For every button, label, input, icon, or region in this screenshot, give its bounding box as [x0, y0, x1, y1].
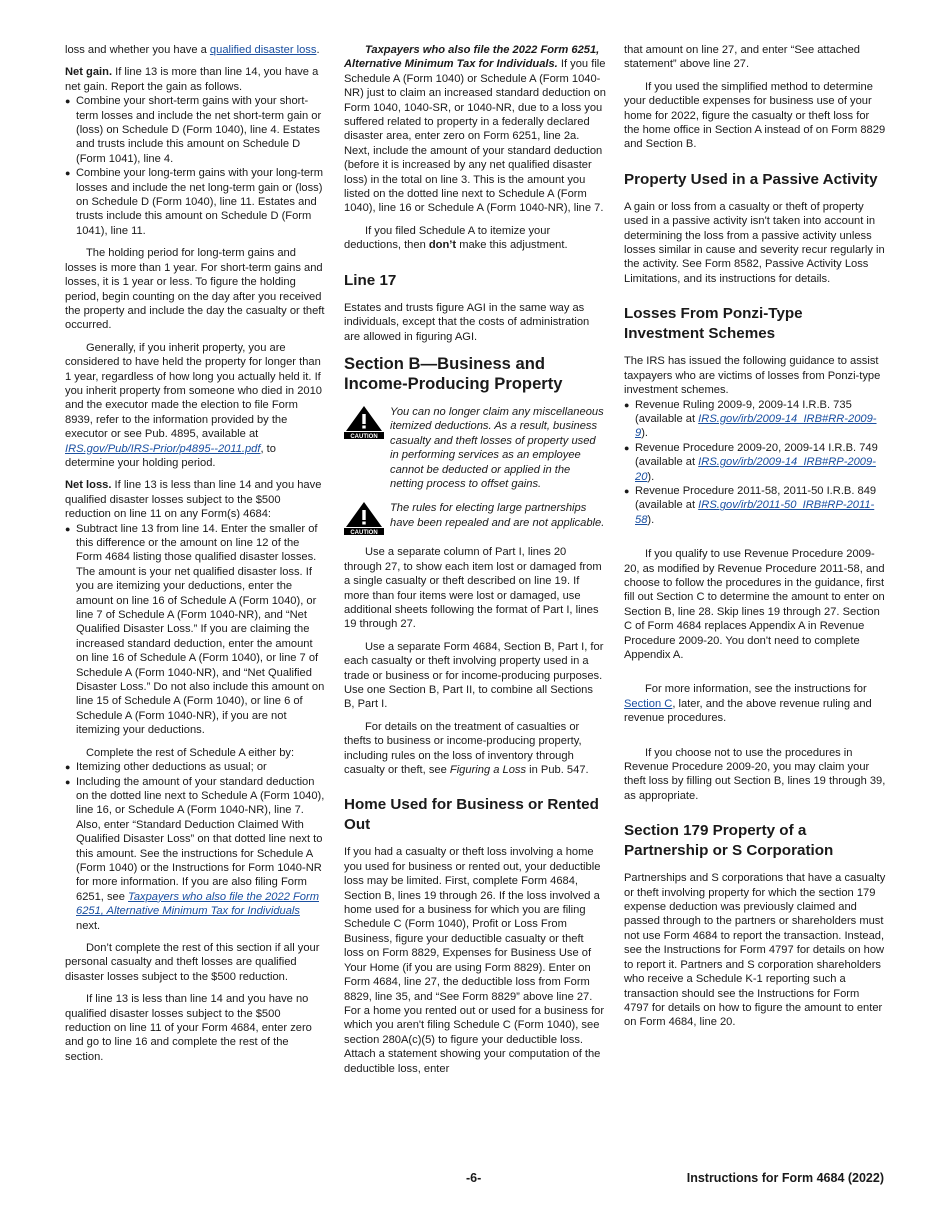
net-loss-paragraph: Net loss. If line 13 is less than line 14 and you have qualified disaster losses subject to the $500 reduction on line 11 on any Form(s) 4684: — [65, 479, 322, 521]
itemize-paragraph: If you filed Schedule A to itemize your deductions, then don’t make this adjustment. — [344, 224, 568, 252]
bullet-icon: ● — [65, 523, 71, 534]
bullet-icon: ● — [624, 399, 630, 410]
section-c-link[interactable]: Section C — [624, 697, 673, 710]
caution-note: CAUTION The rules for electing large partnerships have been repealed and are not applicable. — [344, 501, 606, 535]
line13-paragraph: If line 13 is less than line 14 and you have no qualified disaster losses subject to the $500 reduction on line 11 of your Form 4684, enter zero and go to line 16 and complete the rest of the section. — [65, 993, 312, 1063]
ponzi-paragraph: The IRS has issued the following guidance to assist taxpayers who are victims of losses from Ponzi-type investment schemes. — [624, 355, 881, 397]
bullet-icon: ● — [65, 776, 71, 787]
column-1 — [65, 43, 327, 1072]
amt-6251-link[interactable]: Taxpayers who also file the 2022 Form 6251, Alternative Minimum Tax for Individuals — [76, 890, 319, 918]
list-item: ● Combine your short-term gains with your short-term losses and include the net short-term gain or (loss) on Schedule D (Form 1040), line 4. Estates and trusts include this amount on Schedule D (Form 1041), line 4. — [65, 95, 322, 165]
not-use-paragraph: If you choose not to use the procedures in Revenue Procedure 2009-20, you may claim your theft loss by filling out Section B, lines 19 through 39, as appropriate. — [624, 746, 886, 802]
column-3 — [624, 43, 886, 1038]
footer-title: Instructions for Form 4684 (2022) — [686, 1171, 884, 1185]
complete-paragraph: Complete the rest of Schedule A either by: — [86, 746, 295, 759]
list-item: ● Revenue Procedure 2011-58, 2011-50 I.R.B. 849 (available at IRS.gov/irb/2011-50_IRB#RP-2011-58). — [624, 484, 877, 526]
net-gain-paragraph: Net gain. If line 13 is more than line 14, you have a net gain. Report the gain as follows. — [65, 66, 319, 93]
page-number: -6- — [466, 1171, 482, 1185]
heading-line-17: Line 17 — [344, 271, 397, 289]
more-info-paragraph: For more information, see the instructions for Section C, later, and the above revenue ruling and revenue procedures. — [624, 683, 872, 725]
pub-4895-link[interactable]: IRS.gov/Pub/IRS-Prior/p4895--2011.pdf — [65, 442, 261, 455]
column-2 — [344, 43, 606, 1084]
net-gain-label: Net gain. — [65, 66, 113, 79]
list-item: ● Subtract line 13 from line 14. Enter the smaller of this difference or the amount on line 12 of the Form 4684 listing those qualified disaster losses. The amount is your net qualified disaster loss. If you are itemizing your deductions, enter the amount on line 16 of Schedule A (Form 1040), or line 7 of Schedule A (Form 1040-NR), and “Net Qualified Disaster Loss.” If you are claiming the increased standard deduction, enter the amount on line 16 of Schedule A (Form 1040), or line 7 of Schedule A (Form 1040-NR), and “Net Qualified Disaster Loss.” Do not also include this amount on line 15 of Schedule A (Form 1040), or line 6 of Schedule A (Form 1040-NR), if you are not itemizing your deductions. — [65, 522, 325, 737]
separate-form-paragraph: Use a separate Form 4684, Section B, Part I, for each casualty or theft involving property used in a trade or business or for income-producing purposes. Use one Section B, Part II, to combine all Sections B, Part I. — [344, 640, 604, 711]
amt-paragraph: Taxpayers who also file the 2022 Form 6251, Alternative Minimum Tax for Individuals. If you file Schedule A (Form 1040) or Schedule A (Form 1040-NR) just to claim an increased standard deduction on Form 1040, 1040-SR, or 1040-NR, due to a loss you suffered related to property in a federally declared disaster area, enter zero on Form 6251, line 2a. Next, include the amount of your standard deduction (before it is increased by any net qualified disaster loss) in the total on line 3. This is the amount you listed on the dotted line next to Schedule A (Form 1040), line 16 or Schedule A (Form 1040-NR), line 7. — [344, 44, 606, 215]
bullet-icon: ● — [624, 442, 630, 453]
continued-paragraph: that amount on line 27, and enter “See attached statement” above line 27. — [624, 44, 860, 71]
list-item: ● Itemizing other deductions as usual; or — [65, 761, 267, 774]
svg-text:CAUTION: CAUTION — [350, 433, 378, 439]
simplified-paragraph: If you used the simplified method to determine your deductible expenses for business use of your home for 2022, figure the casualty or theft loss for the home office in Section A instead of on Form 8829 and Section B. — [624, 80, 886, 151]
holding-period-paragraph: The holding period for long-term gains and losses is more than 1 year. For short-term gains and losses, it is 1 year or less. To figure the holding period, begin counting on the day after you received the property and include the day the casualty or theft occurred. — [65, 247, 325, 332]
caution-icon — [344, 501, 384, 535]
amt-title: Taxpayers who also file the 2022 Form 6251, Alternative Minimum Tax for Individuals. — [344, 44, 600, 71]
rp-2009-20-link[interactable]: IRS.gov/irb/2009-14_IRB#RP-2009-20 — [635, 456, 876, 483]
bullet-icon: ● — [65, 762, 71, 773]
section-179-paragraph: Partnerships and S corporations that have a casualty or theft involving property for which the section 179 expense deduction was previously claimed and passed through to the partners or shareholders must not use Form 4684 to report the transaction. Instead, see the Instructions for Form 4797 for details on how to report it. Partners and S corporation shareholders who receive a Schedule K-1 reporting such a transaction should see the Instructions for Form 4797 for details on how to figure the amount to enter on Form 4684, line 20. — [624, 872, 886, 1029]
heading-section-b: Section B—Business and Income-Producing Property — [344, 353, 563, 394]
heading-passive-activity: Property Used in a Passive Activity — [624, 170, 878, 188]
paragraph-intro: loss and whether you have a qualified disaster loss. — [65, 44, 320, 56]
inherit-paragraph: Generally, if you inherit property, you are considered to have held the property for longer than 1 year, regardless of how long you actually held it. If you inherit property from someone who died in 2010 and the executor made the election to file Form 8939, refer to the information provided by the executor or see Pub. 4895, available at IRS.gov/Pub/IRS-Prior/p4895--2011.pdf, to determine your holding period. — [65, 341, 323, 469]
qualify-paragraph: If you qualify to use Revenue Procedure 2009-20, as modified by Revenue Procedure 2011-58, and choose to follow the procedures in the guidance, first fill out Section C to determine the amount to enter on Section B, line 28. Skip lines 19 through 27. Section C of Form 4684 replaces Appendix A in Revenue Procedure 2009-20. You don't need to complete Appendix A. — [624, 548, 885, 661]
caution-note: CAUTION You can no longer claim any miscellaneous itemized deductions. As a result, business casualty and theft losses of property used in performing services as an employee cannot be deducted or applied in the netting process to offset gains. — [344, 405, 606, 491]
passive-paragraph: A gain or loss from a casualty or theft of property used in a passive activity isn't taken into account in determining the loss from a passive activity unless losses similar in cause and severity recur regularly in the activity. See Form 8582, Passive Activity Loss Limitations, and its instructions for details. — [624, 200, 885, 285]
rr-2009-9-link[interactable]: IRS.gov/irb/2009-14_IRB#RR-2009-9 — [635, 412, 877, 440]
dont-complete-paragraph: Don’t complete the rest of this section if all your personal casualty and theft losses are qualified disaster losses subject to the $500 reduction. — [65, 941, 320, 983]
bullet-icon: ● — [65, 96, 71, 107]
heading-ponzi: Losses From Ponzi-Type Investment Schemes — [624, 305, 803, 343]
list-item: ● Including the amount of your standard deduction on the dotted line next to Schedule A (Form 1040), line 16, or Schedule A (Form 1040-NR), line 7. Also, enter “Standard Deduction Claimed With Qualified Disaster Loss” on that dotted line next to this amount. See the instructions for Schedule A (Form 1040) or the Instructions for Form 1040-NR for more information. If you are also filing Form 6251, see Taxpayers who also file the 2022 Form 6251, Alternative Minimum Tax for Individuals next. — [65, 775, 325, 932]
separate-column-paragraph: Use a separate column of Part I, lines 20 through 27, to show each item lost or damaged from a single casualty or theft described on line 19. If more than four items were lost or damaged, use additional sheets following the format of Part I, lines 19 through 27. — [344, 546, 602, 631]
qualified-disaster-loss-link[interactable]: qualified disaster loss — [209, 44, 317, 56]
heading-home-used: Home Used for Business or Rented Out — [344, 796, 599, 834]
home-paragraph: If you had a casualty or theft loss involving a home you used for business or rented out, your deductible loss may be limited. First, complete Form 4684, Section B, lines 19 through 26. If the loss involved a home used for a business for which you are filing Schedule C (Form 1040), Profit or Loss From Business, figure your deductible casualty or theft loss on Form 8829, Expenses for Business Use of Your Home (if you are using Form 8829). Enter on Form 4684, line 27, the deductible loss from Form 8829, line 35, and “See Form 8829” above line 27. For a home you rented out or used for a business for which you aren't filing Schedule C (Form 1040), see section 280A(c)(5) to figure your deductible loss. Attach a statement showing your computation of the deductible loss, enter — [344, 846, 605, 1075]
net-loss-label: Net loss. — [65, 479, 112, 492]
bullet-icon: ● — [624, 485, 630, 496]
rp-2011-58-link[interactable]: IRS.gov/irb/2011-50_IRB#RP-2011-58 — [635, 499, 875, 526]
bullet-icon: ● — [65, 168, 71, 179]
list-item: ● Revenue Procedure 2009-20, 2009-14 I.R.B. 749 (available at IRS.gov/irb/2009-14_IRB#RP-2009-20). — [624, 441, 878, 483]
list-item: ● Revenue Ruling 2009-9, 2009-14 I.R.B. 735 (available at IRS.gov/irb/2009-14_IRB#RR-2009-9). — [624, 398, 877, 440]
line17-paragraph: Estates and trusts figure AGI in the same way as individuals, except that the costs of administration are allowed in figuring AGI. — [344, 301, 590, 343]
heading-section-179: Section 179 Property of a Partnership or S Corporation — [624, 822, 834, 860]
svg-text:CAUTION: CAUTION — [350, 530, 378, 536]
details-paragraph: For details on the treatment of casualties or thefts to business or income-producing property, including rules on the loss of inventory through casualty or theft, see Figuring a Loss in Pub. 547. — [344, 720, 589, 777]
list-item: ● Combine your long-term gains with your long-term losses and include the net long-term gain or (loss) on Schedule D (Form 1040), line 11. Estates and trusts include this amount on Schedule D (Form 1041), line 11. — [65, 167, 324, 237]
caution-icon — [344, 405, 384, 439]
